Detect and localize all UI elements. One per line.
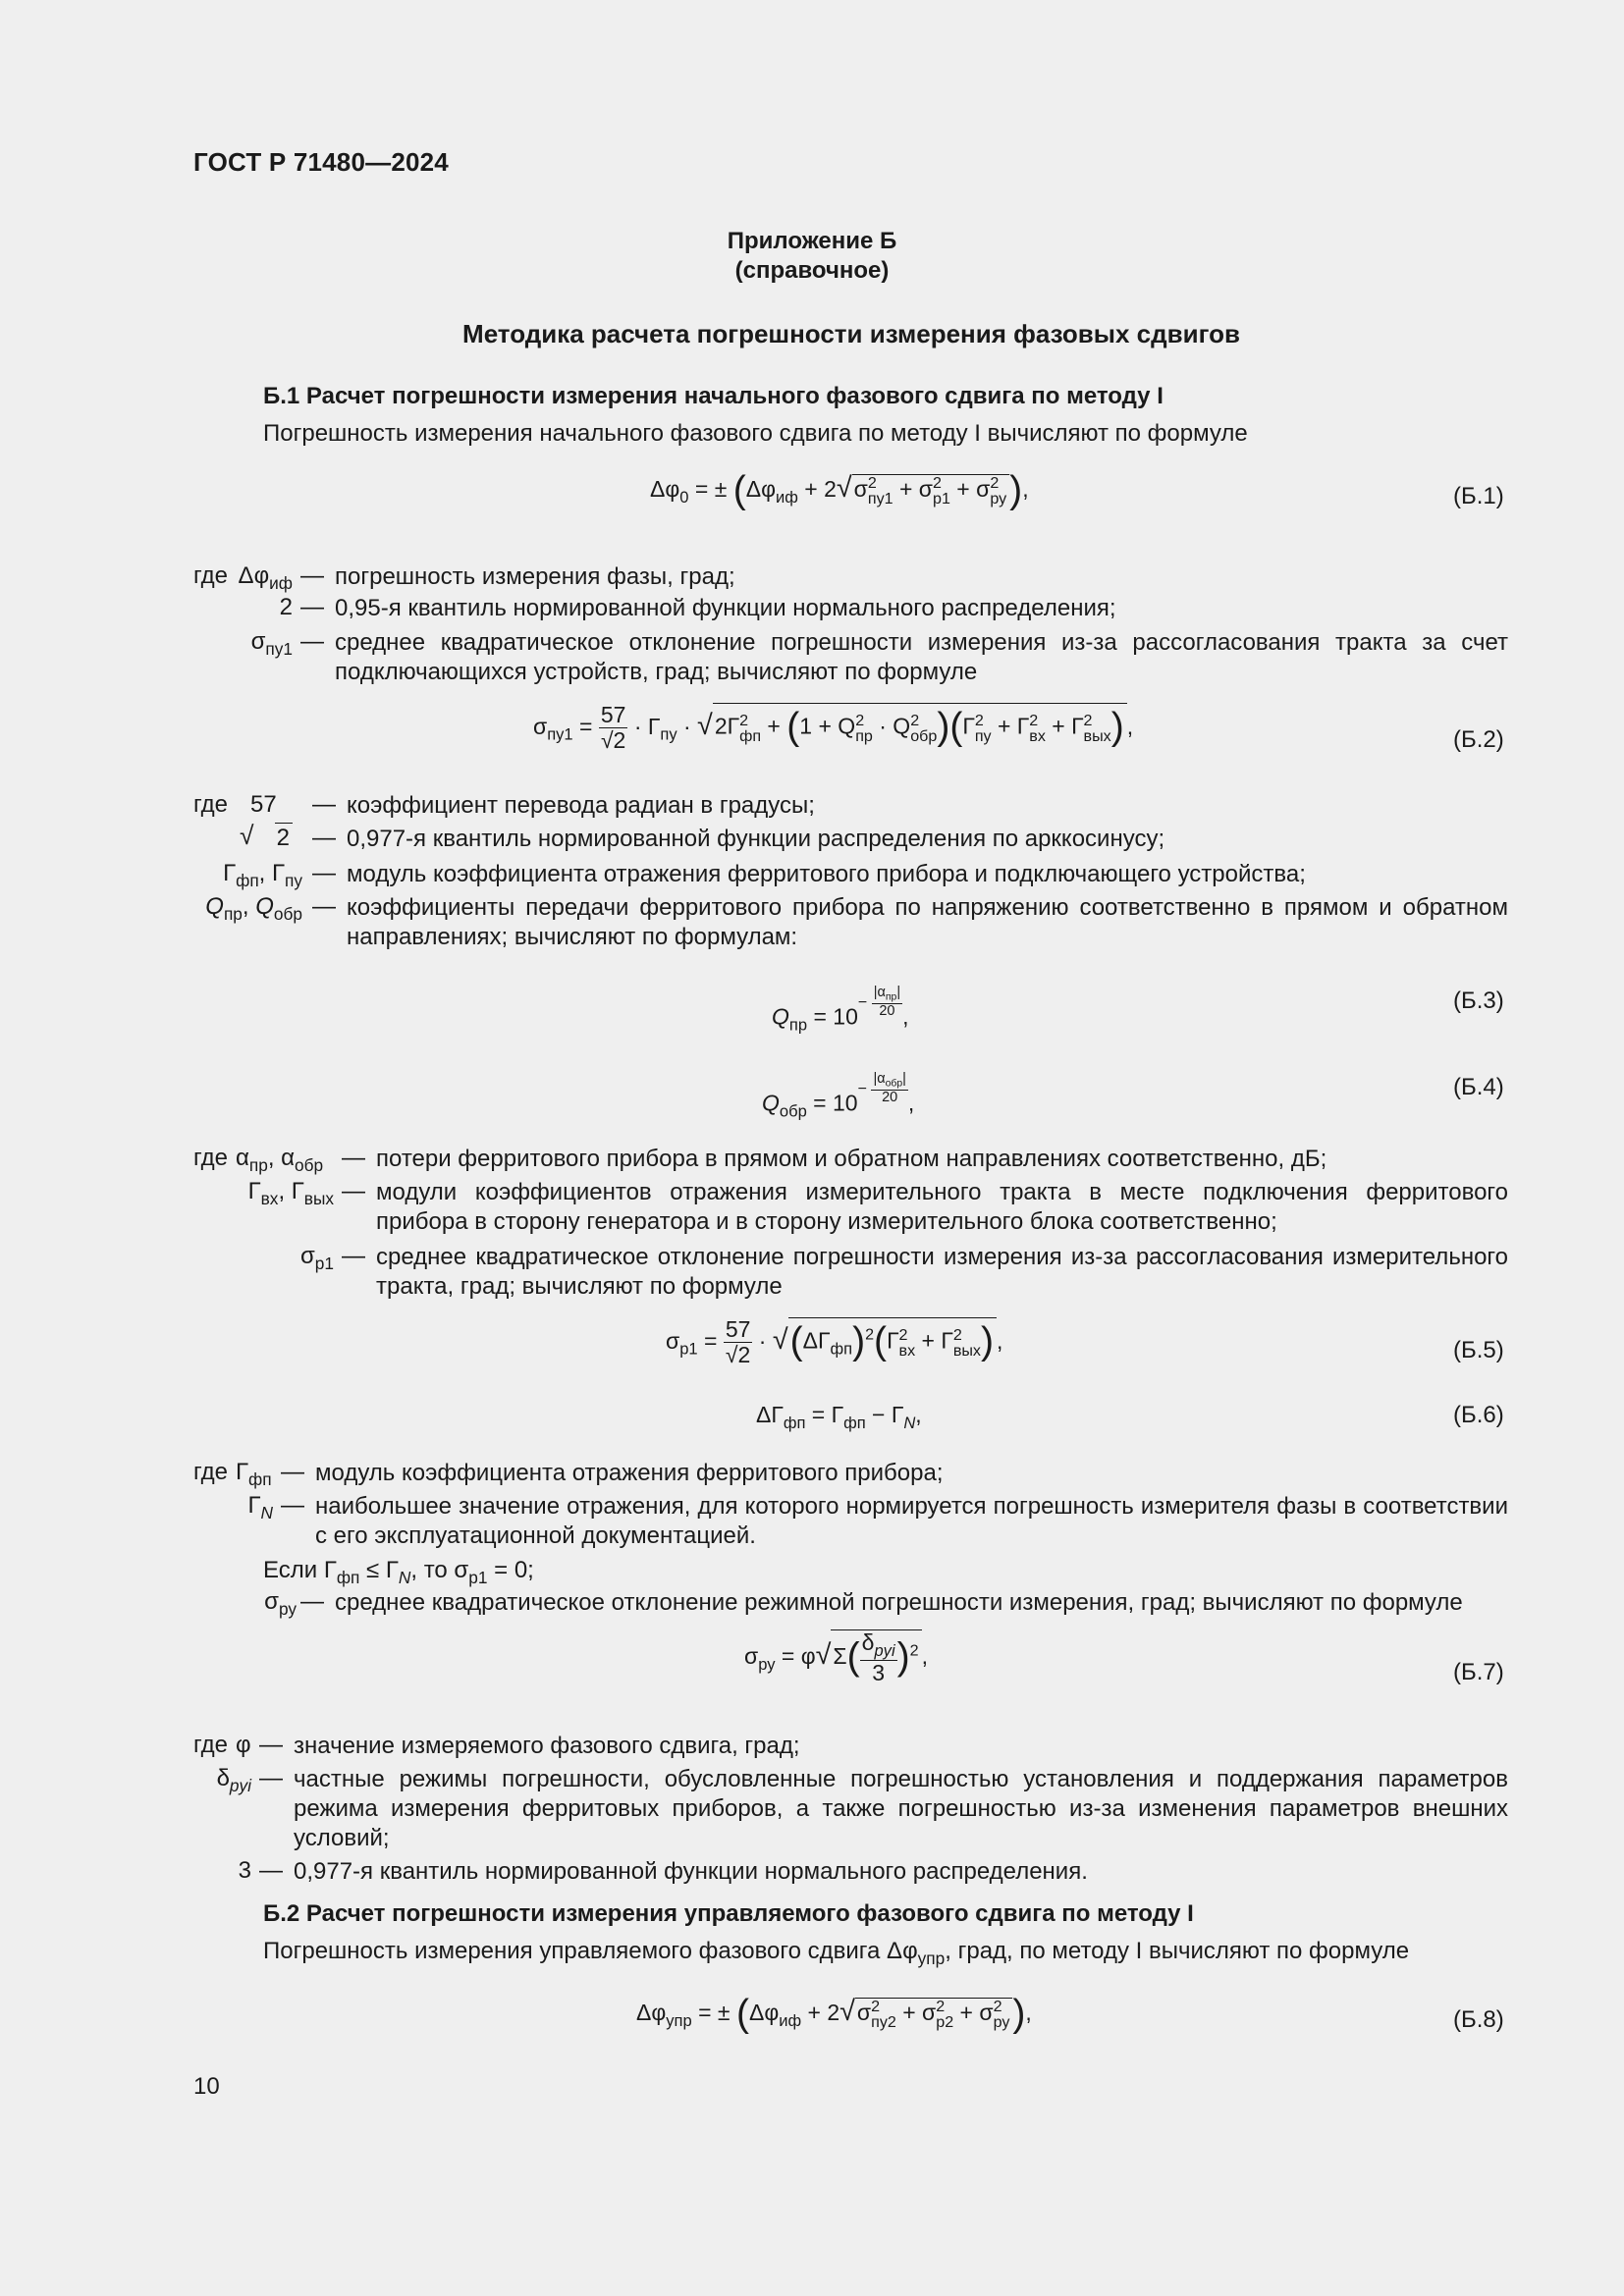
def-term: 2 √ [236,823,293,853]
if-condition-line: Если $Г_{фп} \le Г_N$, то $\sigma_{р1} = 0$; [263,1557,534,1588]
def-text: 0,95-я квантиль нормированной функции нормального распределения; [335,595,1116,621]
where-label: где [193,791,229,818]
def-dash: — [259,1765,283,1791]
def-dash: — [312,825,336,851]
section-b1-intro: Погрешность измерения начального фазового сдвига по методу I вычисляют по формуле [263,420,1248,447]
def-term: $Г_{вх}$, $Г_{вых}$ [247,1178,334,1209]
where-label: где [193,1145,229,1171]
def-dash: — [300,562,324,589]
equation-number-b7: (Б.7) [1453,1659,1504,1685]
def-term: $Г_{фп}$ [236,1459,272,1490]
def-dash: — [312,860,336,886]
def-dash: — [300,628,324,655]
section-b1-heading: Б.1 Расчет погрешности измерения начального фазового сдвига по методу I [263,383,1164,409]
def-dash: — [281,1492,304,1519]
appendix-title: Приложение Б [727,228,897,254]
equation-number-b2: (Б.2) [1453,726,1504,753]
equation-number-b8: (Б.8) [1453,2006,1504,2033]
def-term: $Г_N$ [247,1492,273,1523]
def-dash: — [312,893,336,920]
def-dash: — [300,1588,324,1615]
equation-b3: $Q_{пр} = 10-$ $\frac{|\alpha_{пр}|}{20}$ , [772,985,909,1035]
def-text: среднее квадратическое отклонение режимной погрешности измерения, град; вычисляют по формуле [335,1589,1463,1616]
equation-b2: $\sigma_{пу1}$ = $\frac{57}{√2}$ · $Г_{пу} \cdot √2Г$ 2 фп + (1 + Q 2 пр · Q 2 обр )(Г 2 пу + Г 2 вх + Г 2 вых ) , [533,702,1134,754]
def-dash: — [300,594,324,620]
def-text: наибольшее значение отражения, для которого нормируется погрешность измерителя фазы в соответствии с его эксплуатационной документацией. [315,1493,1508,1549]
appendix-subtitle: (справочное) [734,257,890,284]
def-term: $\delta_{pyi}$ [216,1765,251,1796]
def-term: $\sigma_{пу1}$ [250,628,293,660]
main-title: Методика расчета погрешности измерения фазовых сдвигов [462,319,1240,348]
def-term: 57 [250,791,277,818]
def-term: 3 [238,1857,251,1884]
equation-b7: $\sigma_{ру} = \varphi√\Sigma$( $\frac{\delta_{pyi}}{3}$ )$^2$ , [744,1629,928,1685]
def-text: коэффициент перевода радиан в градусы; [347,792,815,819]
where-label: где [193,562,229,589]
def-dash: — [259,1732,283,1758]
def-dash: — [312,791,336,818]
def-term: $\sigma_{р1}$ [299,1243,334,1274]
equation-b1: $\Delta\varphi_0$ = ± ($\Delta\varphi_{иф} + 2√\sigma$ 2 пу1 + σ 2 р1 + σ 2 ру ), [650,469,1029,511]
def-term: $Г_{фп}$, $Г_{пу}$ [223,860,302,891]
def-text: 0,977-я квантиль нормированной функции нормального распределения. [294,1858,1088,1885]
equation-number-b5: (Б.5) [1453,1337,1504,1363]
def-term: $\Delta\varphi_{иф}$ [238,562,293,594]
def-text: погрешность измерения фазы, град; [335,563,735,590]
def-dash: — [342,1243,365,1269]
def-text: модули коэффициентов отражения измерительного тракта в месте подключения ферритового прибора в сторону генератора и в сторону измерительного блока соответственно; [376,1179,1508,1235]
def-term: $\alpha_{пр}$, $\alpha_{обр}$ [236,1145,324,1176]
def-term: φ [236,1732,251,1758]
page-number: 10 [193,2073,220,2100]
def-term: 2 [279,594,293,620]
equation-number-b1: (Б.1) [1453,483,1504,509]
def-dash: — [259,1857,283,1884]
equation-b8: $\Delta\varphi_{упр}$ = ± ($\Delta\varphi_{иф} + 2√\sigma$ 2 пу2 + σ 2 р2 + σ 2 ру ), [636,1993,1032,2035]
def-term: $Q_{пр}$, $Q_{обр}$ [205,893,302,925]
where-label: где [193,1732,229,1758]
def-dash: — [342,1145,365,1171]
def-text: модуль коэффициента отражения ферритового прибора и подключающего устройства; [347,861,1306,887]
equation-number-b6: (Б.6) [1453,1402,1504,1428]
section-b2-heading: Б.2 Расчет погрешности измерения управляемого фазового сдвига по методу I [263,1900,1194,1927]
def-dash: — [281,1459,304,1485]
def-text: частные режимы погрешности, обусловленные погрешностью установления и поддержания параметров режима измерения ферритовых приборов, а также погрешностью из-за изменения параметров внешних условий; [294,1766,1508,1851]
section-b2-intro: Погрешность измерения управляемого фазового сдвига $\Delta\varphi_{упр}$, град, по методу I вычисляют по формуле [263,1938,1410,1969]
equation-number-b3: (Б.3) [1453,988,1504,1014]
def-text: среднее квадратическое отклонение погрешности измерения из-за рассогласования измерительного тракта, град; вычисляют по формуле [376,1244,1508,1300]
def-text: модуль коэффициента отражения ферритового прибора; [315,1460,944,1486]
equation-number-b4: (Б.4) [1453,1074,1504,1100]
def-text: коэффициенты передачи ферритового прибора по напряжению соответственно в прямом и обратном направлениях; вычисляют по формулам: [347,894,1508,950]
equation-b6: $\Delta Г_{фп} = Г_{фп} - Г_N$, [756,1402,922,1432]
equation-b4: $Q_{обр} = 10-$ $\frac{|\alpha_{обр}|}{20}$ , [762,1071,915,1121]
where-label: где [193,1459,229,1485]
def-text: значение измеряемого фазового сдвига, град; [294,1733,800,1759]
document-code: ГОСТ Р 71480—2024 [193,147,449,177]
def-term: $\sigma_{ру}$ [264,1588,297,1620]
equation-b5: $\sigma_{р1}$ = $\frac{57}{√2}$ · $√(\Delta Г_{фп})^2(Г$ 2 вх + Г 2 вых ) , [666,1316,1003,1368]
def-text: 0,977-я квантиль нормированной функции распределения по арккосинусу; [347,826,1165,852]
def-text: среднее квадратическое отклонение погрешности измерения из-за рассогласования тракта за счет подключающихся устройств, град; вычисляют по формуле [335,629,1508,685]
def-text: потери ферритового прибора в прямом и обратном направлениях соответственно, дБ; [376,1146,1327,1172]
def-dash: — [342,1178,365,1204]
